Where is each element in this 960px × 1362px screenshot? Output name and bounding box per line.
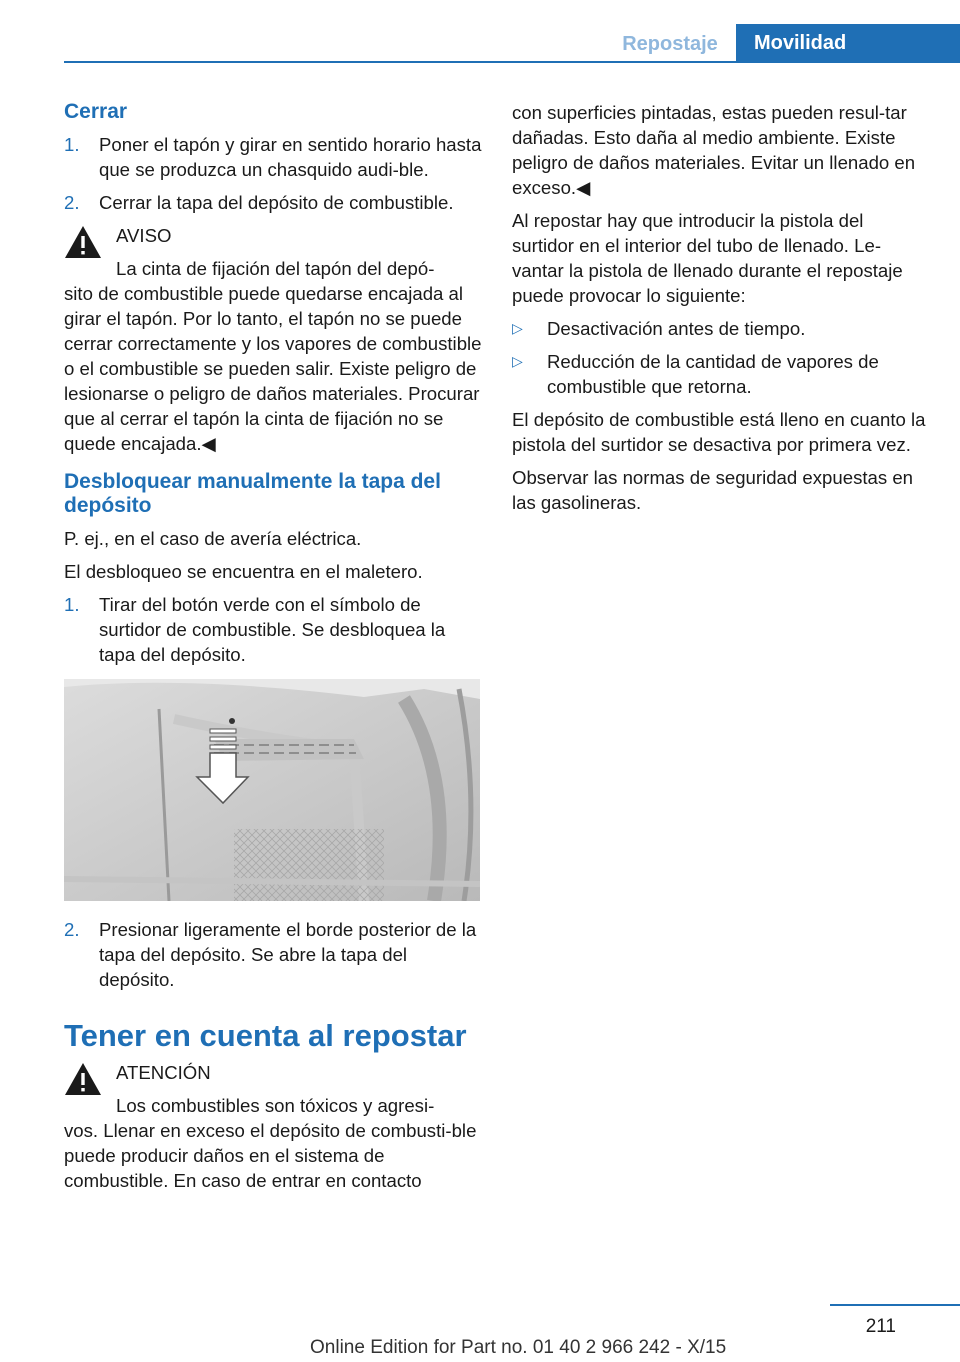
safety-paragraph: Observar las normas de seguridad expuestas en las gasolineras. [512, 467, 914, 513]
warning-triangle-icon [64, 225, 102, 259]
close-heading: Cerrar [64, 100, 128, 123]
list-item [64, 592, 482, 667]
right-column [512, 100, 930, 523]
attention-box [64, 1060, 482, 1193]
chapter-tab[interactable]: Movilidad [736, 24, 960, 61]
list-item [512, 316, 930, 341]
warning-box [64, 223, 482, 456]
unlock-steps-list [64, 592, 482, 667]
consequence-list [512, 316, 930, 399]
footer-rule [830, 1304, 960, 1306]
bullet-text: Reducción de la cantidad de vapores de combustible que retorna. [547, 351, 879, 397]
step-text: Tirar del botón verde con el símbolo de surtidor de combustible. Se desbloquea la tapa del depósito. [99, 594, 446, 665]
step-text: Cerrar la tapa del depósito de combustible. [99, 192, 454, 213]
step-number: 1. [64, 594, 80, 615]
section-heading: Tener en cuenta al repostar [64, 1018, 467, 1053]
warning-title: AVISO [116, 225, 172, 246]
refuel-paragraph: Al repostar hay que introducir la pistola del surtidor en el interior del tubo de llenado. Le‐vantar la pistola de llenado durante el repostaje puede provocar lo siguiente: [512, 210, 903, 306]
attention-title: ATENCIÓN [116, 1062, 211, 1083]
warning-text: sito de combustible puede quedarse encajada al girar el tapón. Por lo tanto, el tapón no se puede cerrar correctamente y los vapores de combustible o el combustible se pueden salir. Existe peligro de lesionarse o peligro de daños materiales. Procurar que al cerrar el tapón la cinta de fijación no se quede encajada.◀ [64, 283, 482, 454]
list-item [64, 190, 482, 215]
page-number: 211 [865, 1316, 896, 1337]
attention-first-line: Los combustibles son tóxicos y agresi‐ [116, 1095, 435, 1116]
left-column [64, 100, 482, 1201]
step-number: 1. [64, 134, 80, 155]
list-item [512, 349, 930, 399]
step-text: Poner el tapón y girar en sentido horario hasta que se produzca un chasquido audi‐ble. [99, 134, 482, 180]
triangle-right-bullet-icon: ▷ [512, 353, 523, 369]
section-tab[interactable]: Repostaje [622, 33, 718, 55]
list-item [64, 917, 482, 992]
unlock-paragraph-2: El desbloqueo se encuentra en el maletero. [64, 561, 423, 582]
full-tank-paragraph: El depósito de combustible está lleno en cuanto la pistola del surtidor se desactiva por primera vez. [512, 409, 926, 455]
attention-text: vos. Llenar en exceso el depósito de combusti‐ble puede producir daños en el sistema de combustible. En caso de entrar en contacto [64, 1120, 477, 1191]
triangle-right-bullet-icon: ▷ [512, 320, 523, 336]
close-steps-list [64, 132, 482, 215]
list-item [64, 132, 482, 182]
edition-line: Online Edition for Part no. 01 40 2 966 242 - X/15 [310, 1337, 727, 1358]
trunk-unlock-photo [64, 679, 480, 901]
warning-triangle-icon [64, 1062, 102, 1096]
attention-continuation: con superficies pintadas, estas pueden resul‐tar dañadas. Esto daña al medio ambiente. Existe peligro de daños materiales. Evitar un llenado en exceso.◀ [512, 102, 916, 198]
header-rule [64, 61, 960, 63]
unlock-paragraph-1: P. ej., en el caso de avería eléctrica. [64, 528, 362, 549]
bullet-text: Desactivación antes de tiempo. [547, 318, 806, 339]
step-text: Presionar ligeramente el borde posterior de la tapa del depósito. Se abre la tapa del depósito. [99, 919, 477, 990]
step-number: 2. [64, 192, 80, 213]
unlock-heading: Desbloquear manualmente la tapa del depósito [64, 470, 441, 517]
unlock-steps-list-cont [64, 917, 482, 992]
step-number: 2. [64, 919, 80, 940]
warning-first-line: La cinta de fijación del tapón del depó‐ [116, 258, 435, 279]
